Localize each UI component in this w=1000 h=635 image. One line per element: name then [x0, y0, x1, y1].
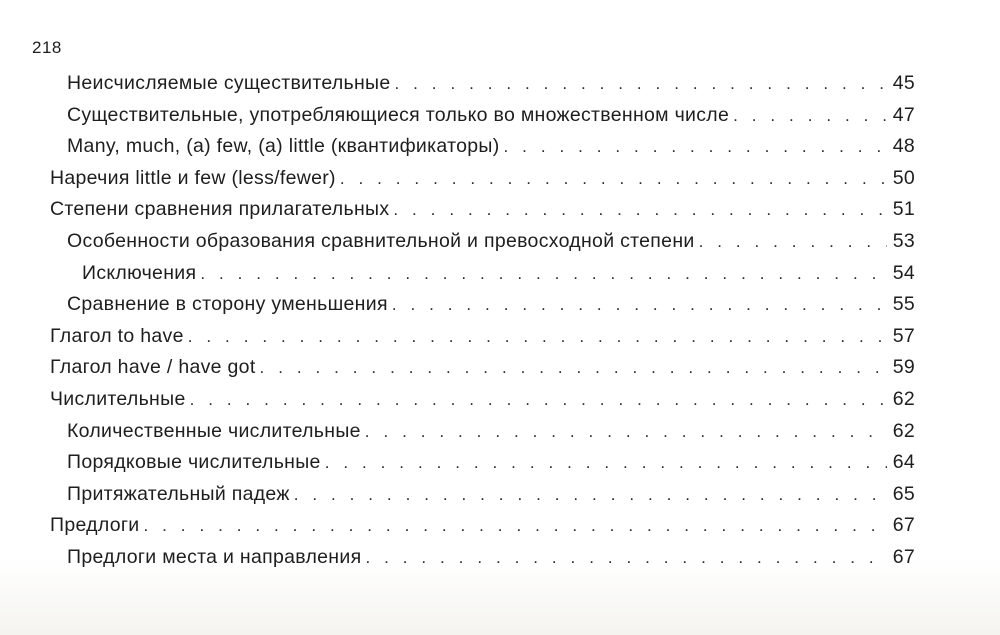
toc-entry-title: Глагол have / have got	[50, 356, 256, 379]
toc-entry-page: 51	[892, 198, 915, 221]
toc-entry-page: 67	[892, 514, 915, 537]
toc-entry-title: Наречия little и few (less/fewer)	[50, 166, 336, 189]
dot-leader	[292, 485, 887, 505]
toc-entry-title: Порядковые числительные	[67, 451, 321, 474]
toc-entry	[67, 72, 915, 102]
toc-entry-title: Особенности образования сравнительной и превосходной степени	[67, 230, 695, 252]
dot-leader	[363, 548, 887, 568]
dot-leader	[502, 137, 887, 157]
toc-entry	[67, 483, 915, 513]
toc-entry-page: 53	[892, 230, 915, 252]
toc-entry	[67, 451, 915, 481]
toc-entry-page: 64	[892, 451, 915, 474]
dot-leader	[142, 516, 887, 536]
toc-entry-page: 47	[892, 103, 915, 126]
toc-entry-page: 59	[892, 356, 915, 379]
toc-entry	[82, 262, 915, 292]
toc-entry	[50, 514, 915, 544]
toc-entry	[50, 388, 915, 418]
toc-entry-title: Many, much, (a) few, (a) little (квантификаторы)	[67, 135, 500, 158]
toc-entry-page: 45	[892, 72, 915, 94]
toc-entry	[67, 104, 915, 134]
toc-entry-title: Предлоги	[50, 514, 140, 537]
dot-leader	[731, 106, 887, 126]
dot-leader	[338, 169, 887, 189]
toc-entry-page: 55	[892, 293, 915, 316]
dot-leader	[390, 295, 887, 315]
toc-entry	[50, 356, 915, 386]
dot-leader	[323, 453, 887, 473]
toc-entry-title: Степени сравнения прилагательных	[50, 198, 390, 221]
page-number: 218	[32, 38, 62, 57]
dot-leader	[697, 232, 887, 252]
toc-entry-title: Исключения	[82, 261, 197, 284]
toc-entry-page: 67	[892, 546, 915, 568]
toc-entry-page: 54	[892, 261, 915, 284]
toc-entry-title: Числительные	[50, 388, 186, 410]
toc-entry-title: Существительные, употребляющиеся только во множественном числе	[67, 103, 730, 126]
toc-entry	[50, 167, 915, 197]
dot-leader	[198, 264, 887, 284]
toc-entry	[67, 135, 915, 165]
dot-leader	[188, 390, 887, 410]
toc-entry	[67, 230, 915, 260]
dot-leader	[258, 358, 887, 378]
toc-entry-page: 62	[892, 388, 915, 410]
toc-entry	[50, 325, 915, 355]
dot-leader	[186, 327, 887, 347]
toc-entry	[67, 293, 915, 323]
toc-entry-title: Предлоги места и направления	[67, 546, 362, 568]
toc-entry	[50, 198, 915, 228]
toc-entry-title: Количественные числительные	[67, 419, 361, 442]
toc-entry-page: 65	[892, 482, 915, 505]
toc-entry-page: 57	[892, 324, 915, 347]
toc-entry-page: 62	[892, 419, 915, 442]
toc-entry	[67, 546, 915, 576]
dot-leader	[393, 74, 888, 94]
toc-entry-page: 48	[892, 135, 915, 158]
toc-entry-title: Неисчисляемые существительные	[67, 72, 391, 94]
toc-entry-page: 50	[892, 166, 915, 189]
dot-leader	[391, 200, 887, 220]
toc-entry-title: Глагол to have	[50, 324, 184, 347]
toc-entry-title: Притяжательный падеж	[67, 482, 290, 505]
dot-leader	[363, 422, 887, 442]
toc-entry	[67, 420, 915, 450]
toc-entry-title: Сравнение в сторону уменьшения	[67, 293, 388, 316]
